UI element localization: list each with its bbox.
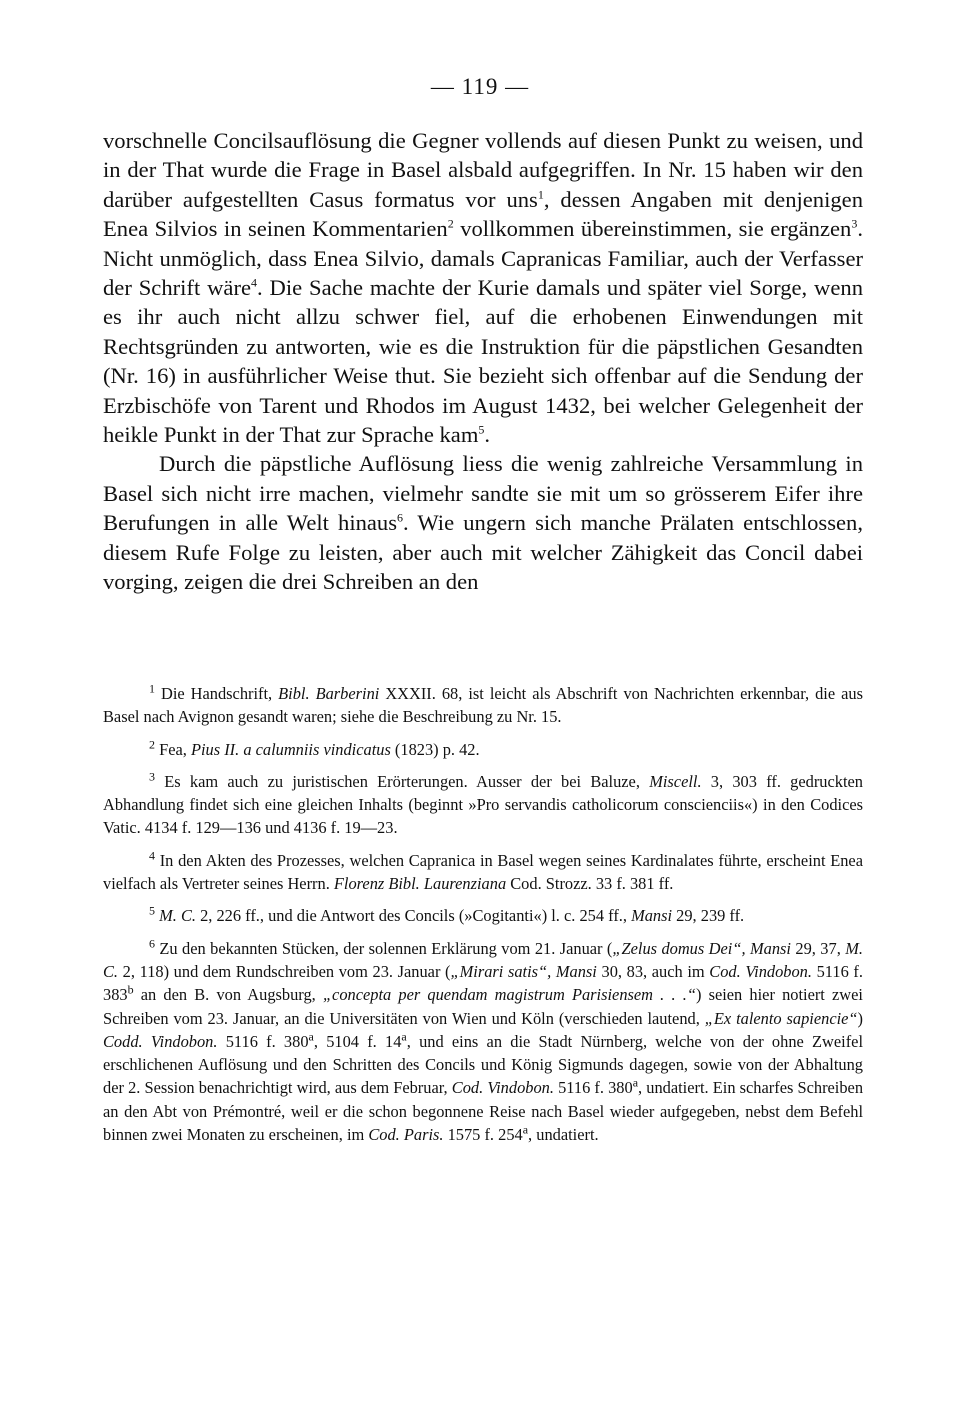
footnote-4: $^4$ In den Akten des Prozesses, welchen Capranica in Basel wegen seines Kardinalates führte, erscheint Enea vielfach als Vertreter seines Herrn. Florenz Bibl. Laurenziana Cod. Strozz. 33 f. 381 ff. bbox=[103, 848, 863, 894]
footnote-1: $^1$ Die Handschrift, Bibl. Barberini XXXII. 68, ist leicht als Abschrift von Nachrichten erkennbar, die aus Basel nach Avignon gesandt waren; siehe die Beschreibung zu Nr. 15. bbox=[103, 681, 863, 727]
footnote-3: $^3$ Es kam auch zu juristischen Erörterungen. Ausser der bei Baluze, Miscell. 3, 303 ff. gedruckten Abhandlung findet sich eine gleichen Inhalts (beginnt »Pro servandis catholicorum conscienciis«) in den Codices Vatic. 4134 f. 129—136 und 4136 f. 19—23. bbox=[103, 769, 863, 838]
footnote-ref-1[interactable]: 1 bbox=[537, 187, 544, 202]
footnote-ref-6[interactable]: 6 bbox=[397, 510, 404, 525]
footnote-ref-4[interactable]: 4 bbox=[251, 275, 257, 290]
footnote-ref-3[interactable]: 3 bbox=[851, 216, 858, 231]
footnotes bbox=[103, 682, 863, 1155]
paragraph-2: Durch die päpstliche Auflösung liess die wenig zahlreiche Versammlung in Basel sich nicht irre machen, vielmehr sandte sie mit um so grösserem Eifer ihre Berufungen in alle Welt hinaus$^6$. Wie ungern sich manche Prälaten entschlossen, diesem Rufe Folge zu leisten, aber auch mit welcher Zähigkeit das Concil dabei vorging, zeigen die drei Schreiben an den bbox=[103, 451, 863, 595]
main-text bbox=[103, 126, 863, 597]
footnote-ref-5[interactable]: 5 bbox=[478, 422, 485, 437]
footnote-ref-2[interactable]: 2 bbox=[447, 216, 454, 231]
footnote-2: $^2$ Fea, Pius II. a calumniis vindicatus (1823) p. 42. bbox=[149, 737, 480, 759]
paragraph-1: vorschnelle Concilsauflösung die Gegner vollends auf diesen Punkt zu weisen, und in der That wurde die Frage in Basel alsbald aufgegriffen. In Nr. 15 haben wir den darüber aufgestellten Casus formatus vor uns$^1$, dessen Angaben mit denjenigen Enea Silvios in seinen Kommentarien$^2$ vollkommen übereinstimmen, sie ergänzen$^3$. Nicht unmöglich, dass Enea Silvio, damals Capranicas Familiar, auch der Verfasser der Schrift wäre$^4$. Die Sache machte der Kurie damals und später viel Sorge, wenn es ihr auch nicht allzu schwer fiel, auf die erhobenen Einwendungen mit Rechtsgründen zu antworten, wie es die Instruktion für die päpstlichen Gesandten (Nr. 16) in ausführlicher Weise thut. Sie bezieht sich offenbar auf die Sendung der Erzbischöfe von Tarent und Rhodos im August 1432, bei welcher Gelegenheit der heikle Punkt in der That zur Sprache kam$^5$. bbox=[103, 128, 864, 448]
footnote-6: $^6$ Zu den bekannten Stücken, der solennen Erklärung vom 21. Januar („Zelus domus Dei“, Mansi 29, 37, M. C. 2, 118) und dem Rundschreiben vom 23. Januar („Mirari satis“, Mansi 30, 83, auch im Cod. Vindobon. 5116 f. 383$^b$ an den B. von Augsburg, „concepta per quendam magistrum Parisiensem . . .“) seien hier notiert zwei Schreiben vom 23. Januar, an die Universitäten von Wien und Köln (verschieden lautend, „Ex talento sapiencie“) Codd. Vindobon. 5116 f. 380$^a$, 5104 f. 14$^a$, und eins an die Stadt Nürnberg, welche von der ohne Zweifel erschlichenen Auflösung und den Schritten des Concils und König Sigmunds dagegen, sowie von der Abhaltung der 2. Session benachrichtigt wird, aus dem Februar, Cod. Vindobon. 5116 f. 380$^a$, undatiert. Ein scharfes Schreiben an den Abt von Prémontré, weil er die schon begonnene Reise nach Basel wieder aufgegeben, nebst dem Befehl binnen zwei Monaten zu erscheinen, im Cod. Paris. 1575 f. 254$^a$, undatiert. bbox=[103, 936, 864, 1145]
footnote-5: $^5$ M. C. 2, 226 ff., und die Antwort des Concils (»Cogitanti«) l. c. 254 ff., Mansi 29, 239 ff. bbox=[149, 903, 745, 926]
page-number: — 119 — bbox=[430, 74, 530, 99]
